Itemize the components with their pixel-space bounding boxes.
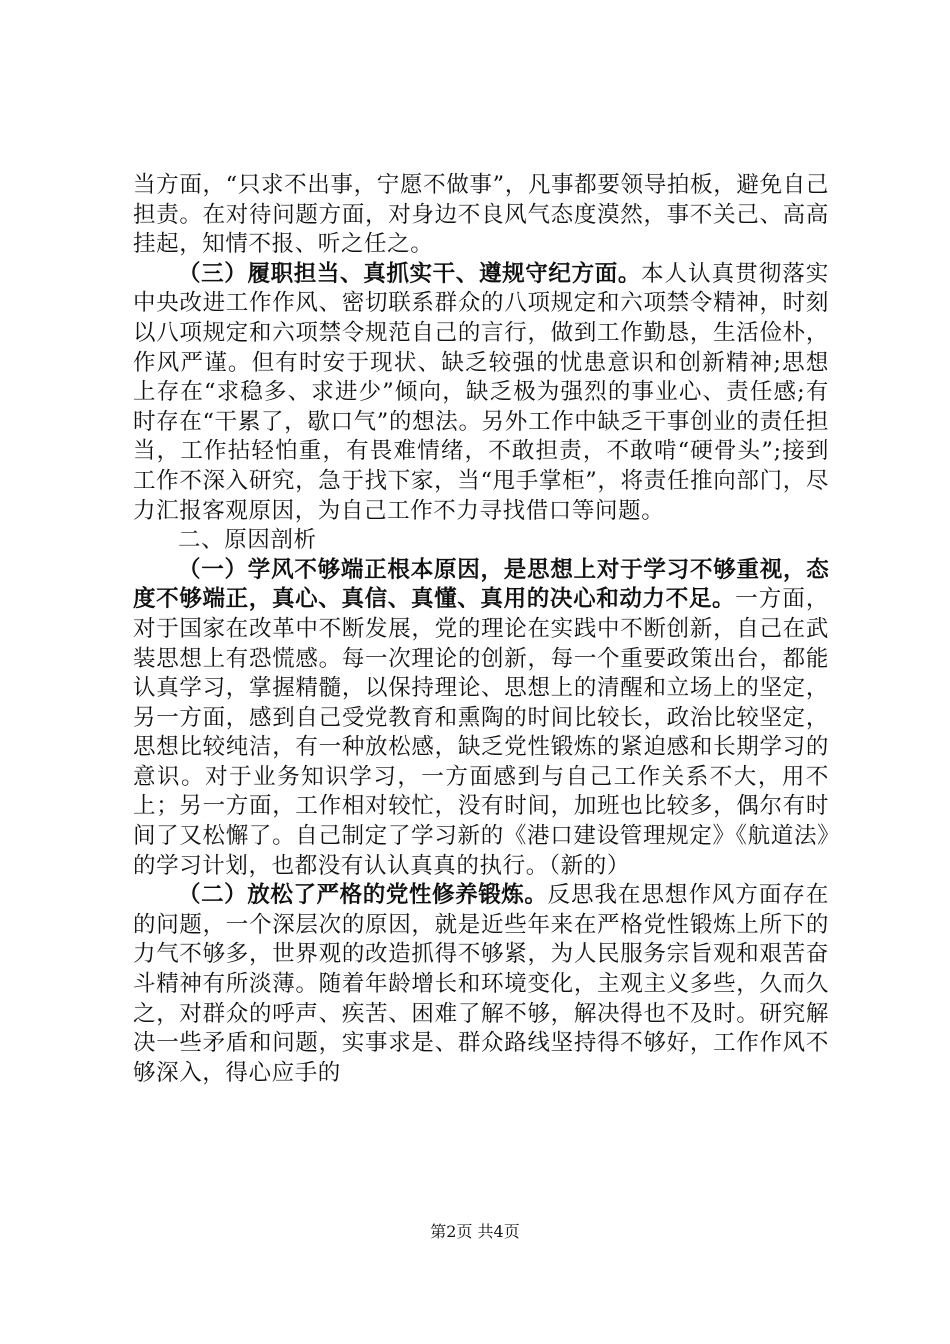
- section-heading-text: 二、原因剖析: [178, 527, 317, 554]
- paragraph-heading: （三）履职担当、真抓实干、遵规守纪方面。: [178, 260, 642, 287]
- section-heading-cause-analysis: [133, 526, 829, 556]
- page-footer: [0, 1219, 950, 1242]
- page-number-label: 第2页 共4页: [430, 1222, 520, 1241]
- document-body: [133, 171, 829, 1088]
- paragraph-text: 本人认真贯彻落实中央改进工作作风、密切联系群众的八项规定和六项禁令精神，时刻以八项规定和六项禁令规范自己的言行，做到工作勤恳，生活俭朴，作风严谨。但有时安于现状、缺乏较强的忧患意识和创新精神;思想上存在“求稳多、求进少”倾向，缺乏极为强烈的事业心、责任感;有时存在“干累了，歇口气”的想法。另外工作中缺乏干事创业的责任担当，工作拈轻怕重，有畏难情绪，不敢担责，不敢啃“硬骨头”;接到工作不深入研究，急于找下家，当“甩手掌柜”，将责任推向部门，尽力汇报客观原因，为自己工作不力寻找借口等问题。: [133, 260, 829, 524]
- paragraph-cause-1: [133, 556, 829, 882]
- paragraph-text: 一方面，对于国家在改革中不断发展，党的理论在实践中不断创新，自己在武装思想上有恐慌感。每一次理论的创新，每一个重要政策出台，都能认真学习，掌握精髓，以保持理论、思想上的清醒和立场上的坚定，另一方面，感到自己受党教育和熏陶的时间比较长，政治比较坚定，思想比较纯洁，有一种放松感，缺乏党性锻炼的紧迫感和长期学习的意识。对于业务知识学习，一方面感到与自己工作关系不大，用不上；另一方面，工作相对较忙，没有时间，加班也比较多，偶尔有时间了又松懈了。自己制定了学习新的《港口建设管理规定》《航道法》的学习计划，也都没有认认真真的执行。（新的）: [133, 586, 830, 879]
- paragraph-cause-2: [133, 881, 829, 1088]
- paragraph-text: 反思我在思想作风方面存在的问题，一个深层次的原因，就是近些年来在严格党性锻炼上所下的力气不够多，世界观的改造抓得不够紧，为人民服务宗旨观和艰苦奋斗精神有所淡薄。随着年龄增长和环境变化，主观主义多些，久而久之，对群众的呼声、疾苦、困难了解不够，解决得也不及时。研究解决一些矛盾和问题，实事求是、群众路线坚持得不够好，工作作风不够深入，得心应手的: [133, 882, 830, 1086]
- paragraph-heading: （二）放松了严格的党性修养锻炼。: [178, 882, 548, 909]
- paragraph-section-3: [133, 260, 829, 526]
- paragraph-continuation: [133, 171, 829, 260]
- paragraph-text: 当方面，“只求不出事，宁愿不做事”，凡事都要领导拍板，避免自己担责。在对待问题方面，对身边不良风气态度漠然，事不关己、高高挂起，知情不报、听之任之。: [133, 172, 829, 258]
- paragraph-heading: （一）学风不够端正根本原因，是思想上对于学习不够重视，态度不够端正，真心、真信、真懂、真用的决心和动力不足。: [133, 556, 829, 613]
